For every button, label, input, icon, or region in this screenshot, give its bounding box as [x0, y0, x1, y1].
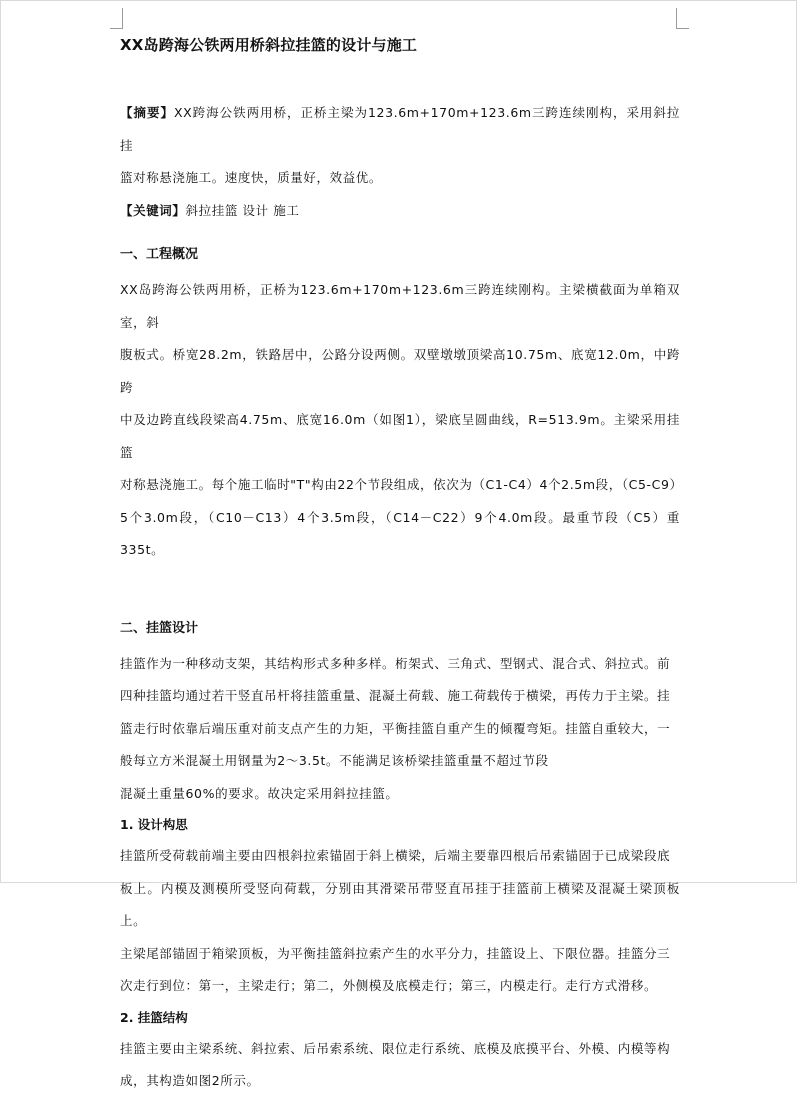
- margin-corner-mark-right: [676, 8, 689, 29]
- section-2-line: 四种挂篮均通过若干竖直吊杆将挂篮重量、混凝土荷载、施工荷载传于横梁，再传力于主梁。挂: [120, 688, 671, 703]
- subsection-1-line: 板上。内模及测模所受竖向荷载，分别由其滑梁吊带竖直吊挂于挂篮前上横梁及混凝土梁顶板上。: [120, 880, 680, 928]
- subsection-1-line: 挂篮所受荷载前端主要由四根斜拉索锚固于斜上横梁，后端主要靠四根后吊索锚固于已成梁段底: [120, 848, 671, 863]
- document-body: [120, 34, 683, 1098]
- keywords-text: 斜拉挂篮 设计 施工: [185, 202, 300, 218]
- section-1-heading: 一、工程概况: [120, 247, 199, 262]
- subsection-1-heading: 1. 设计构思: [120, 817, 188, 832]
- document-title: XX岛跨海公铁两用桥斜拉挂篮的设计与施工: [120, 36, 418, 54]
- abstract-label: 【摘要】: [120, 105, 174, 120]
- section-1-line: 5个3.0m段，（C10－C13）4个3.5m段，（C14－C22）9个4.0m段。最重节段（C5）重335t。: [120, 509, 680, 557]
- section-2-heading: 二、挂篮设计: [120, 620, 199, 636]
- section-2-line: 般每立方米混凝土用钢量为2～3.5t。不能满足该桥梁挂篮重量不超过节段: [120, 753, 549, 768]
- keywords: [120, 195, 680, 228]
- abstract: [120, 97, 680, 195]
- section-1-line: XX岛跨海公铁两用桥，正桥为123.6m+170m+123.6m三跨连续刚构。主梁横截面为单箱双室，斜: [120, 282, 680, 330]
- subsection-2-line: 成，其构造如图2所示。: [120, 1073, 260, 1088]
- section-1-line: 腹板式。桥宽28.2m，铁路居中，公路分设两侧。双壁墩墩顶梁高10.75m、底宽12.0m，中跨跨: [120, 347, 680, 395]
- subsection-1-line: 主梁尾部锚固于箱梁顶板，为平衡挂篮斜拉索产生的水平分力，挂篮设上、下限位器。挂篮分三: [120, 945, 671, 961]
- keywords-label: 【关键词】: [120, 202, 186, 218]
- subsection-2-heading: 2. 挂篮结构: [120, 1009, 188, 1025]
- section-2-line: 混凝土重量60%的要求。故决定采用斜拉挂篮。: [120, 785, 399, 801]
- subsection-2-line: 挂篮主要由主梁系统、斜拉索、后吊索系统、限位走行系统、底模及底摸平台、外模、内模等构: [120, 1040, 671, 1056]
- abstract-line-1: [120, 97, 680, 162]
- section-2-line: 篮走行时依靠后端压重对前支点产生的力矩，平衡挂篮自重产生的倾覆弯矩。挂篮自重较大，一: [120, 720, 671, 736]
- abstract-text: XX跨海公铁两用桥，正桥主梁为123.6m+170m+123.6m三跨连续刚构，采用斜拉挂: [120, 105, 681, 153]
- section-1-line: 中及边跨直线段梁高4.75m、底宽16.0m（如图1），梁底呈圆曲线，R=513.9m。主梁采用挂篮: [120, 412, 680, 460]
- section-1-line: 对称悬浇施工。每个施工临时"T"构由22个节段组成，依次为（C1-C4）4个2.5m段，（C5-C9）: [120, 477, 683, 492]
- margin-corner-mark-left: [110, 8, 123, 29]
- section-2-line: 挂篮作为一种移动支架，其结构形式多种多样。桁架式、三角式、型钢式、混合式、斜拉式。前: [120, 655, 671, 671]
- subsection-1-line: 次走行到位：第一，主梁走行；第二，外侧模及底模走行；第三，内模走行。走行方式滑移。: [120, 978, 658, 993]
- abstract-line-2: 篮对称悬浇施工。速度快，质量好，效益优。: [120, 170, 383, 185]
